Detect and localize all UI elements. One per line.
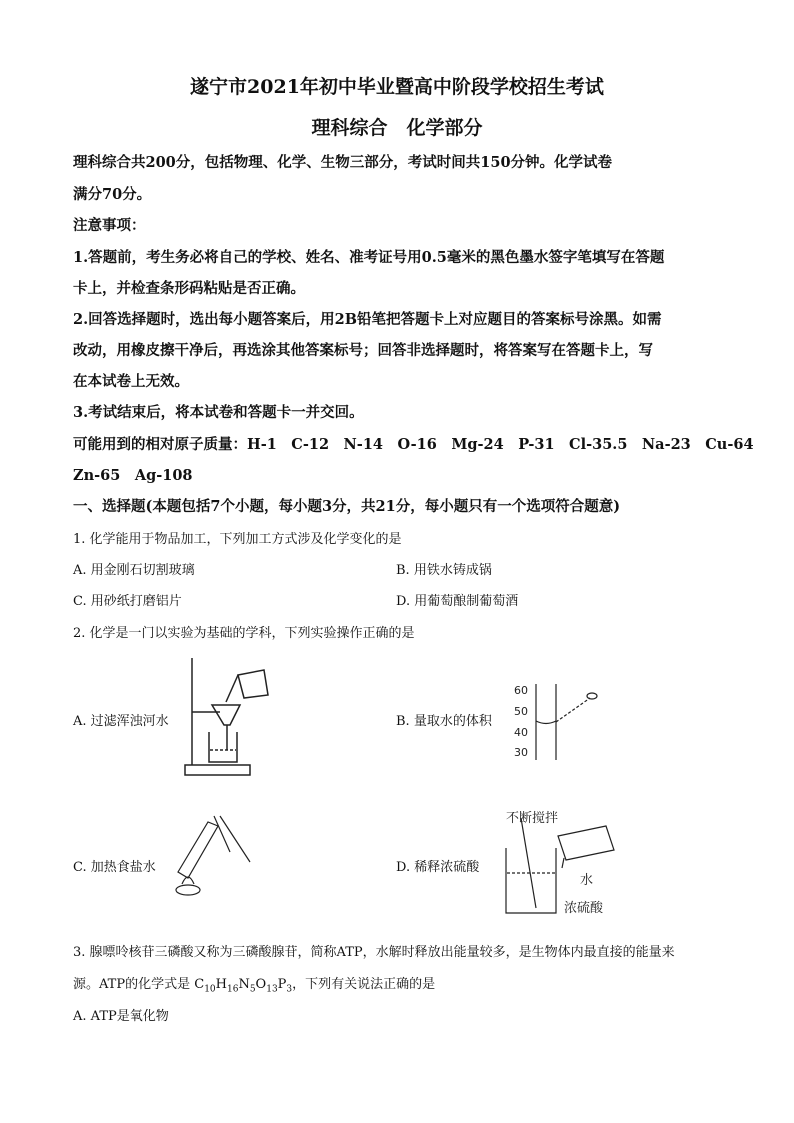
note-3: 3.考试结束后，将本试卷和答题卡一并交回。 bbox=[73, 404, 364, 421]
notes-heading: 注意事项： bbox=[73, 217, 146, 234]
q2-option-b[interactable]: B. 量取水的体积 bbox=[396, 714, 492, 729]
diluting-acid-figure bbox=[476, 808, 636, 923]
atomic-mass-line-1: 可能用到的相对原子质量：H-1 C-12 N-14 O-16 Mg-24 P-31 Cl-35.5 Na-23 Cu-64 bbox=[73, 436, 754, 453]
q3-stem-line-2 bbox=[73, 973, 435, 995]
q1-stem: 1. 化学能用于物品加工，下列加工方式涉及化学变化的是 bbox=[73, 532, 402, 547]
dilute-label-acid: 浓硫酸 bbox=[564, 901, 604, 916]
cylinder-tick-40: 40 bbox=[514, 726, 528, 739]
q2-option-a[interactable]: A. 过滤浑浊河水 bbox=[73, 714, 169, 729]
q1-option-d[interactable]: D. 用葡萄酿制葡萄酒 bbox=[396, 594, 519, 609]
q2-option-c[interactable]: C. 加热食盐水 bbox=[73, 860, 156, 875]
q3-option-a[interactable]: A. ATP是氧化物 bbox=[73, 1009, 169, 1024]
intro-line-2: 满分70分。 bbox=[73, 186, 152, 203]
section-1-heading: 一、选择题(本题包括7个小题，每小题3分，共21分，每小题只有一个选项符合题意) bbox=[73, 498, 621, 515]
q1-option-c[interactable]: C. 用砂纸打磨铝片 bbox=[73, 594, 182, 609]
q1-option-a[interactable]: A. 用金刚石切割玻璃 bbox=[73, 563, 195, 578]
page-title: 遂宁市2021年初中毕业暨高中阶段学校招生考试 bbox=[190, 76, 604, 98]
note-1b: 卡上，并检查条形码粘贴是否正确。 bbox=[73, 280, 305, 297]
dilute-label-stir: 不断搅拌 bbox=[506, 811, 559, 826]
q2-option-d[interactable]: D. 稀释浓硫酸 bbox=[396, 860, 480, 875]
heating-test-tube-figure bbox=[168, 812, 258, 897]
q3-stem-prefix: 源。ATP的化学式是 C bbox=[73, 977, 205, 992]
q3-stem-line-1: 3. 腺嘌呤核苷三磷酸又称为三磷酸腺苷，简称ATP，水解时释放出能量较多，是生物体内最直接的能量来 bbox=[73, 945, 675, 960]
cylinder-tick-60: 60 bbox=[514, 684, 528, 697]
intro-line-1: 理科综合共200分，包括物理、化学、生物三部分，考试时间共150分钟。化学试卷 bbox=[73, 154, 613, 171]
measuring-cylinder-figure bbox=[512, 682, 602, 762]
filtration-apparatus-figure bbox=[180, 650, 280, 780]
note-2c: 在本试卷上无效。 bbox=[73, 373, 189, 390]
page-subtitle: 理科综合 化学部分 bbox=[311, 117, 483, 139]
note-1a: 1.答题前，考生务必将自己的学校、姓名、准考证号用0.5毫米的黑色墨水签字笔填写在答题 bbox=[73, 249, 665, 266]
q1-option-b[interactable]: B. 用铁水铸成锅 bbox=[396, 563, 492, 578]
note-2b: 改动，用橡皮擦干净后，再选涂其他答案标号；回答非选择题时，将答案写在答题卡上，写 bbox=[73, 342, 653, 359]
q2-stem: 2. 化学是一门以实验为基础的学科，下列实验操作正确的是 bbox=[73, 626, 415, 641]
cylinder-tick-30: 30 bbox=[514, 746, 528, 759]
note-2a: 2.回答选择题时，选出每小题答案后，用2B铅笔把答题卡上对应题目的答案标号涂黑。如需 bbox=[73, 311, 662, 328]
atomic-mass-line-2: Zn-65 Ag-108 bbox=[73, 467, 193, 484]
dilute-label-water: 水 bbox=[580, 873, 594, 888]
cylinder-tick-50: 50 bbox=[514, 705, 528, 718]
q3-stem-suffix: ，下列有关说法正确的是 bbox=[292, 977, 436, 992]
atp-formula: $_{10}H_{16}N_5O_{13}P_3$ bbox=[204, 977, 293, 995]
